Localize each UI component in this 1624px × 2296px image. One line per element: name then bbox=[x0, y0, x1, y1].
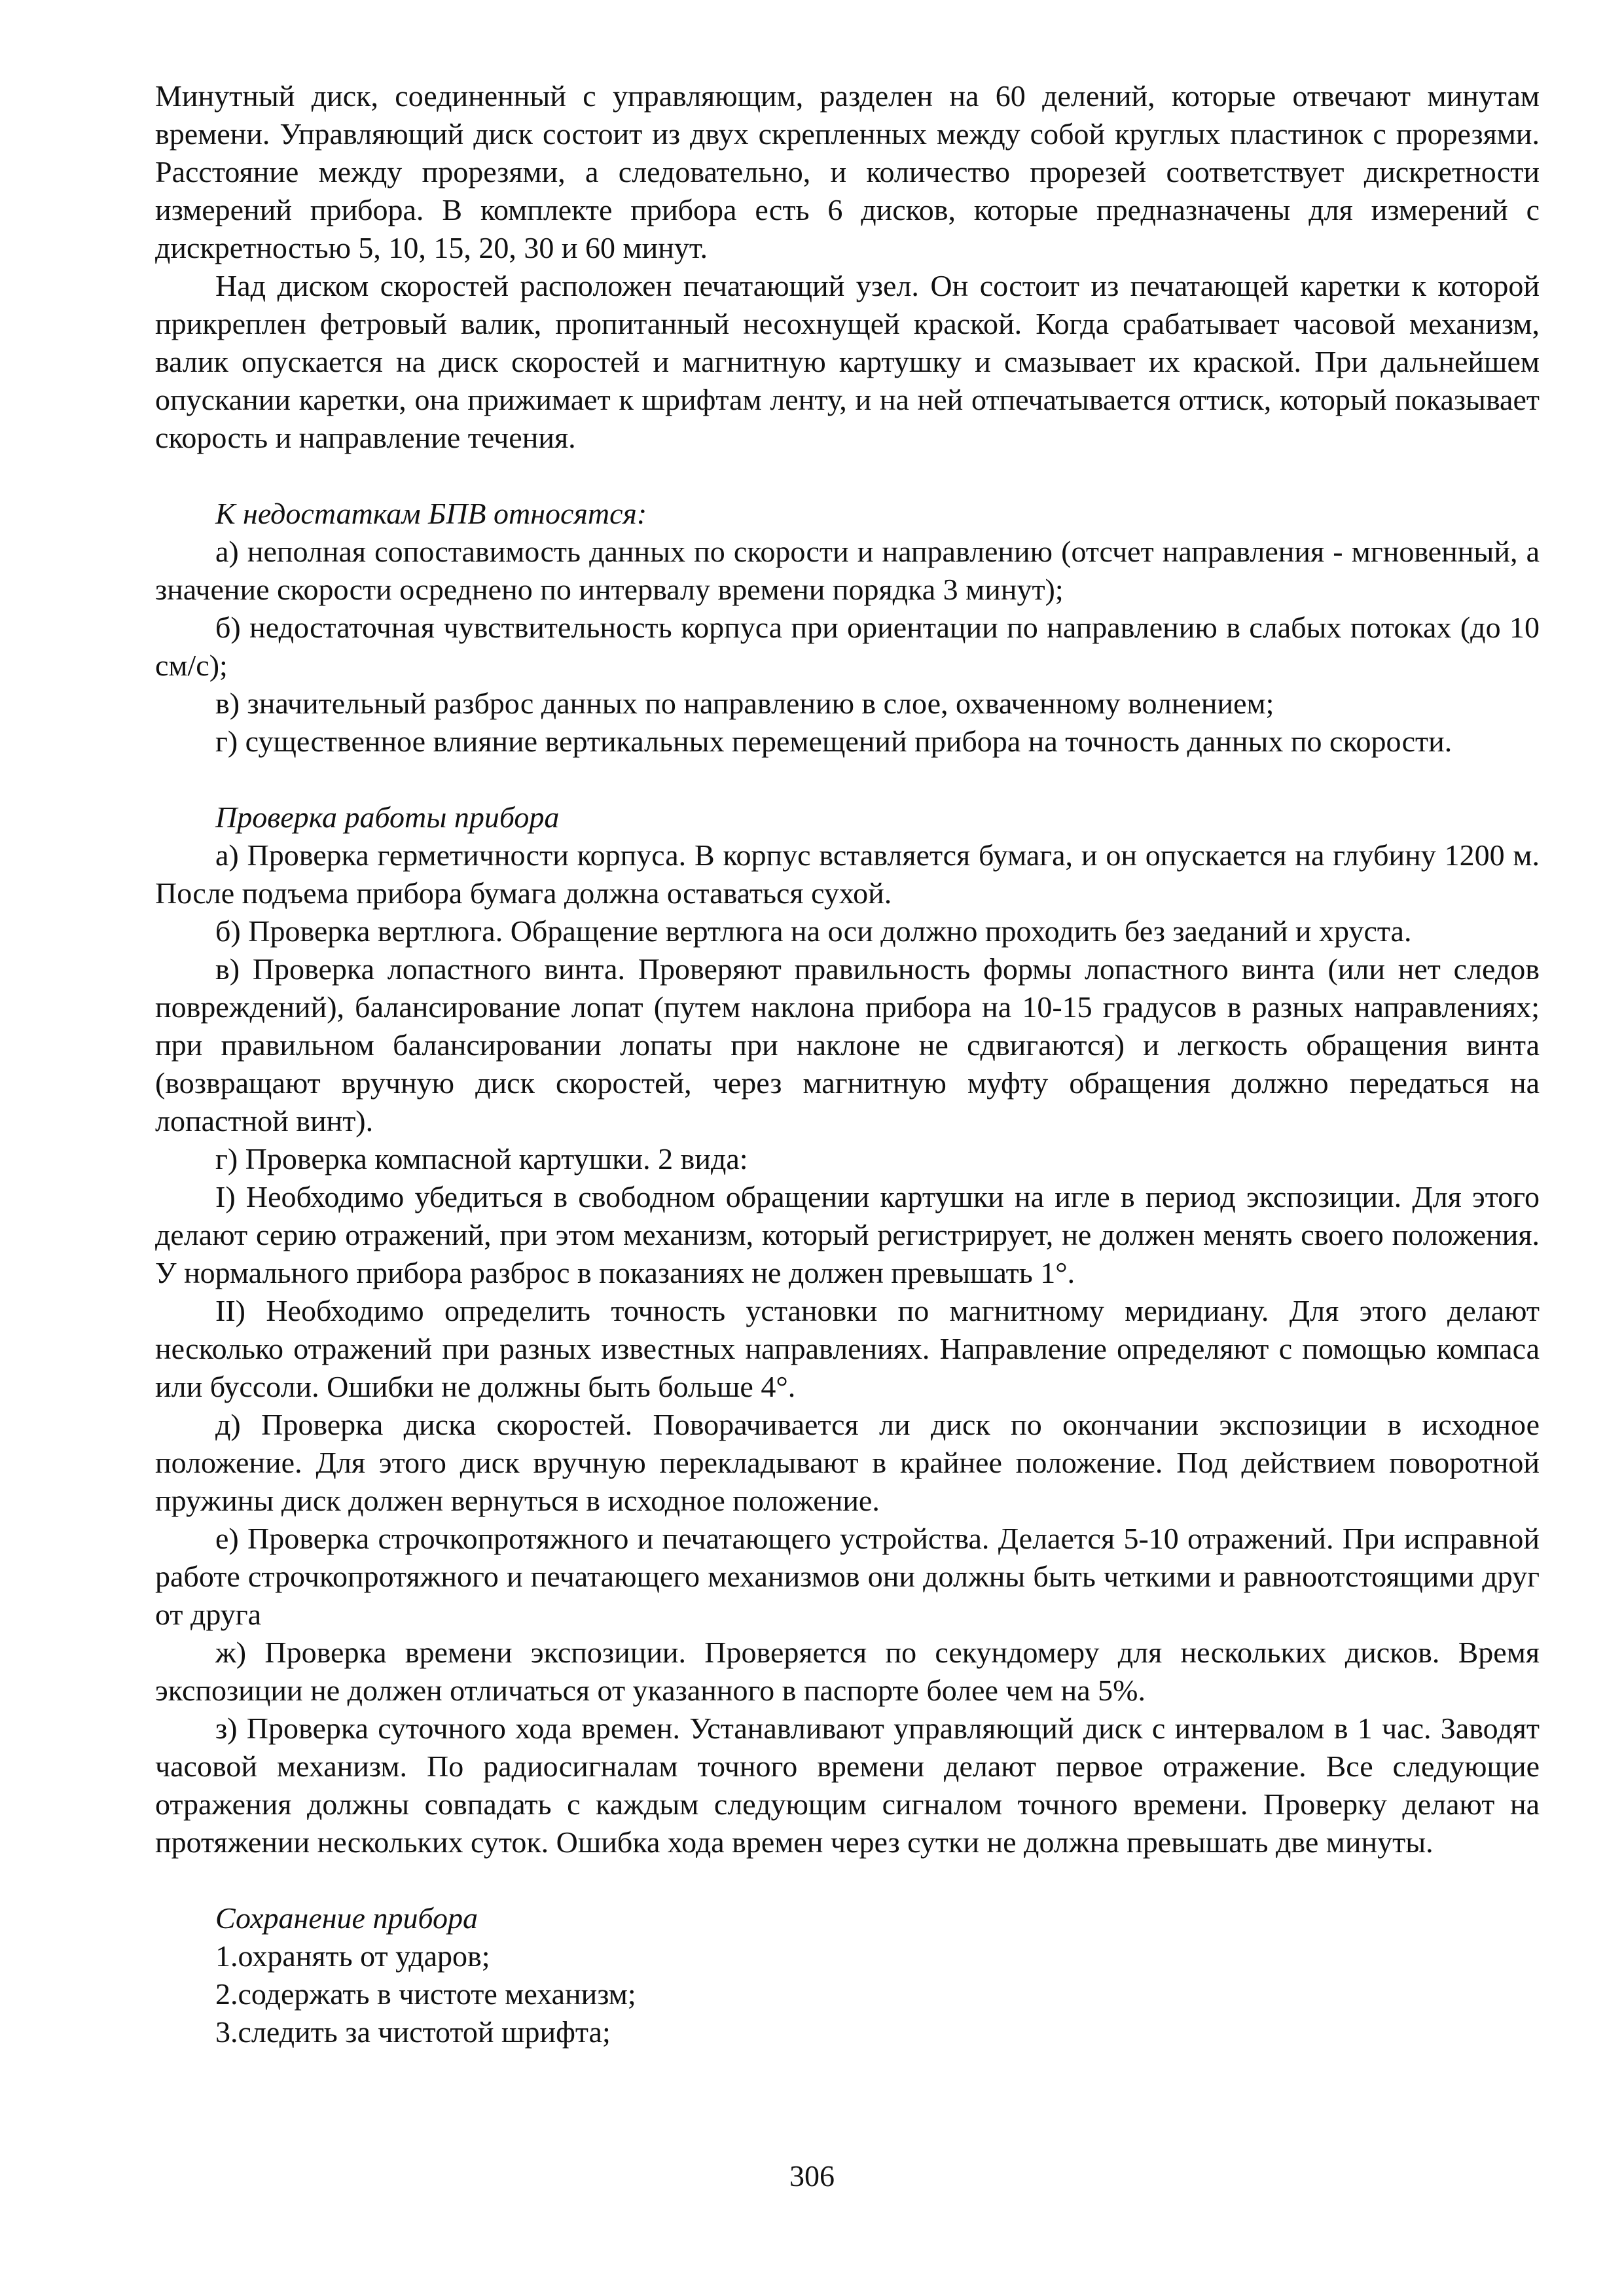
spacer bbox=[155, 1861, 1540, 1899]
check-item: б) Проверка вертлюга. Обращение вертлюга на оси должно проходить без заеданий и хруста. bbox=[215, 914, 1412, 948]
drawback-item: б) недостаточная чувствительность корпуса при ориентации по направлению в слабых потоках (до 10 см/с); bbox=[155, 611, 1540, 682]
check-item: г) Проверка компасной картушки. 2 вида: bbox=[215, 1142, 748, 1175]
check-item: д) Проверка диска скоростей. Поворачивается ли диск по окончании экспозиции в исходное положение. Для этого диск вручную перекладывают в крайнее положение. Под действием поворотной пружины диск должен вернуться в исходное положение. bbox=[155, 1408, 1540, 1517]
page-number: 306 bbox=[789, 2159, 835, 2193]
storage-item: 1.охранять от ударов; bbox=[215, 1939, 490, 1973]
check-item: а) Проверка герметичности корпуса. В корпус вставляется бумага, и он опускается на глубину 1200 м. После подъема прибора бумага должна оставаться сухой. bbox=[155, 838, 1540, 910]
check-item: з) Проверка суточного хода времен. Устанавливают управляющий диск с интервалом в 1 час. Заводят часовой механизм. По радиосигналам точного времени делают первое отражение. Все следующие отражения должны совпадать с каждым следующим сигналом точного времени. Проверку делают на протяжении нескольких суток. Ошибка хода времен через сутки не должна превышать две минуты. bbox=[155, 1712, 1540, 1859]
storage-item: 3.следить за чистотой шрифта; bbox=[215, 2015, 611, 2049]
paragraph-printing-unit: Над диском скоростей расположен печатающий узел. Он состоит из печатающей каретки к которой прикреплен фетровый валик, пропитанный несохнущей краской. Когда срабатывает часовой механизм, валик опускается на диск скоростей и магнитную картушку и смазывает их краской. При дальнейшем опускании каретки, она прижимает к шрифтам ленту, и на ней отпечатывается оттиск, который показывает скорость и направление течения. bbox=[155, 269, 1540, 454]
storage-item: 2.содержать в чистоте механизм; bbox=[215, 1977, 636, 2011]
check-item: II) Необходимо определить точность установки по магнитному меридиану. Для этого делают несколько отражений при разных известных направлениях. Направление определяют с помощью компаса или буссоли. Ошибки не должны быть больше 4°. bbox=[155, 1294, 1540, 1403]
drawback-item: а) неполная сопоставимость данных по скорости и направлению (отсчет направления - мгновенный, а значение скорости осреднено по интервалу времени порядка 3 минут); bbox=[155, 535, 1540, 606]
section-heading-check: Проверка работы прибора bbox=[215, 800, 560, 834]
spacer bbox=[155, 761, 1540, 798]
check-item: е) Проверка строчкопротяжного и печатающего устройства. Делается 5-10 отражений. При исправной работе строчкопротяжного и печатающего механизмов они должны быть четкими и равноотстоящими друг от друга bbox=[155, 1522, 1540, 1631]
section-heading-drawbacks: К недостаткам БПВ относятся: bbox=[215, 497, 647, 530]
check-item: ж) Проверка времени экспозиции. Проверяется по секундомеру для нескольких дисков. Время экспозиции не должен отличаться от указанного в паспорте более чем на 5%. bbox=[155, 1636, 1540, 1707]
check-item: в) Проверка лопастного винта. Проверяют правильность формы лопастного винта (или нет следов повреждений), балансирование лопат (путем наклона прибора на 10-15 градусов в разных направлениях; при правильном балансировании лопаты при наклоне не сдвигаются) и легкость обращения винта (возвращают вручную диск скоростей, через магнитную муфту обращения должно передаться на лопастной винт). bbox=[155, 952, 1540, 1138]
paragraph-minute-disk: Минутный диск, соединенный с управляющим, разделен на 60 делений, которые отвечают минутам времени. Управляющий диск состоит из двух скрепленных между собой круглых пластинок с прорезями. Расстояние между прорезями, а следовательно, и количество прорезей соответствует дискретности измерений прибора. В комплекте прибора есть 6 дисков, которые предназначены для измерений с дискретностью 5, 10, 15, 20, 30 и 60 минут. bbox=[155, 79, 1540, 264]
drawback-item: г) существенное влияние вертикальных перемещений прибора на точность данных по скорости. bbox=[215, 725, 1453, 758]
document-page bbox=[155, 77, 1540, 2051]
check-item: I) Необходимо убедиться в свободном обращении картушки на игле в период экспозиции. Для этого делают серию отражений, при этом механизм, который регистрирует, не должен менять своего положения. У нормального прибора разброс в показаниях не должен превышать 1°. bbox=[155, 1180, 1540, 1289]
section-heading-storage: Сохранение прибора bbox=[215, 1901, 478, 1935]
spacer bbox=[155, 457, 1540, 495]
drawback-item: в) значительный разброс данных по направлению в слое, охваченному волнением; bbox=[215, 687, 1274, 720]
